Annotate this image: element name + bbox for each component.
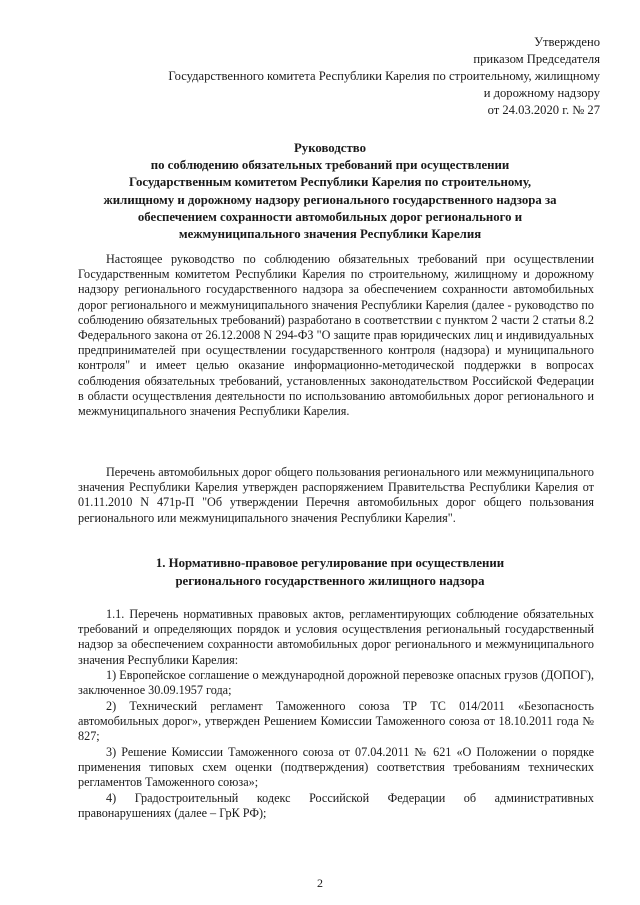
- approval-line: Государственного комитета Республики Карелия по строительному, жилищному: [168, 69, 600, 83]
- title-line: обеспечением сохранности автомобильных дорог регионального и: [137, 209, 523, 224]
- list-item: 3) Решение Комиссии Таможенного союза от 07.04.2011 № 621 «О Положении о порядке применения типовых схем оценки (подтверждения) соответствия требованиям технических регламентов Таможенного союза»;: [78, 745, 594, 790]
- list-item: 4) Градостроительный кодекс Российской Федерации об административных правонарушениях (далее – ГрК РФ);: [78, 791, 594, 821]
- list-item: 2) Технический регламент Таможенного союза ТР ТС 014/2011 «Безопасность автомобильных дорог», утвержден Решением Комиссии Таможенного союза от 18.10.2011 года № 827;: [78, 699, 594, 744]
- title-line: Государственным комитетом Республики Карелия по строительному,: [128, 175, 532, 190]
- intro-paragraph: Настоящее руководство по соблюдению обязательных требований при осуществлении Государственным комитетом Республики Карелия по строительному, жилищному и дорожному надзору регионального государственного надзора за обеспечением сохранности автомобильных дорог регионального и межмуниципального значения Республики Карелия (далее - руководство по соблюдению обязательных требований) разработано в соответствии с пунктом 2 части 2 статьи 8.2 Федерального закона от 26.12.2008 N 294-ФЗ "О защите прав юридических лиц и индивидуальных предпринимателей при осуществлении государственного контроля (надзора) и муниципального контроля" и имеет целью оказание информационно-методической поддержки в вопросах соблюдения обязательных требований, установленных законодательством Российской Федерации в области осуществления деятельности по использованию автомобильных дорог регионального и межмуниципального значения Республики Карелия.: [78, 252, 594, 419]
- section-heading-line: 1. Нормативно-правовое регулирование при осуществлении: [155, 556, 505, 570]
- approval-line: от 24.03.2020 г. № 27: [487, 103, 600, 117]
- approval-line: и дорожному надзору: [483, 86, 600, 100]
- title-line: межмуниципального значения Республики Карелия: [178, 227, 482, 242]
- body-paragraph: 1.1. Перечень нормативных правовых актов, регламентирующих соблюдение обязательных требований и определяющих порядок и условия осуществления региональный государственный надзор за обеспечением сохранности автомобильных дорог регионального и межмуниципального значения Республики Карелия:: [78, 607, 594, 667]
- approval-line: Утверждено: [534, 35, 600, 49]
- page-number: 2: [317, 876, 323, 890]
- approval-line: приказом Председателя: [473, 52, 600, 66]
- title-line: Руководство: [293, 141, 366, 155]
- document-title: [95, 140, 565, 243]
- title-line: жилищному и дорожному надзору регионального государственного надзора за: [103, 192, 557, 207]
- intro-paragraph: Перечень автомобильных дорог общего пользования регионального или межмуниципального значения Республики Карелия утвержден распоряжением Правительства Республики Карелия от 01.11.2010 N 471р-П "Об утверждении Перечня автомобильных дорог общего пользования регионального или межмуниципального значения Республики Карелия".: [78, 465, 594, 525]
- list-item: 1) Европейское соглашение о международной дорожной перевозке опасных грузов (ДОПОГ), заключенное 30.09.1957 года;: [78, 668, 594, 698]
- title-line: по соблюдению обязательных требований при осуществлении: [150, 158, 510, 173]
- section-heading-line: регионального государственного жилищного надзора: [175, 573, 485, 588]
- approval-block: [168, 34, 600, 119]
- section-heading: [95, 555, 565, 590]
